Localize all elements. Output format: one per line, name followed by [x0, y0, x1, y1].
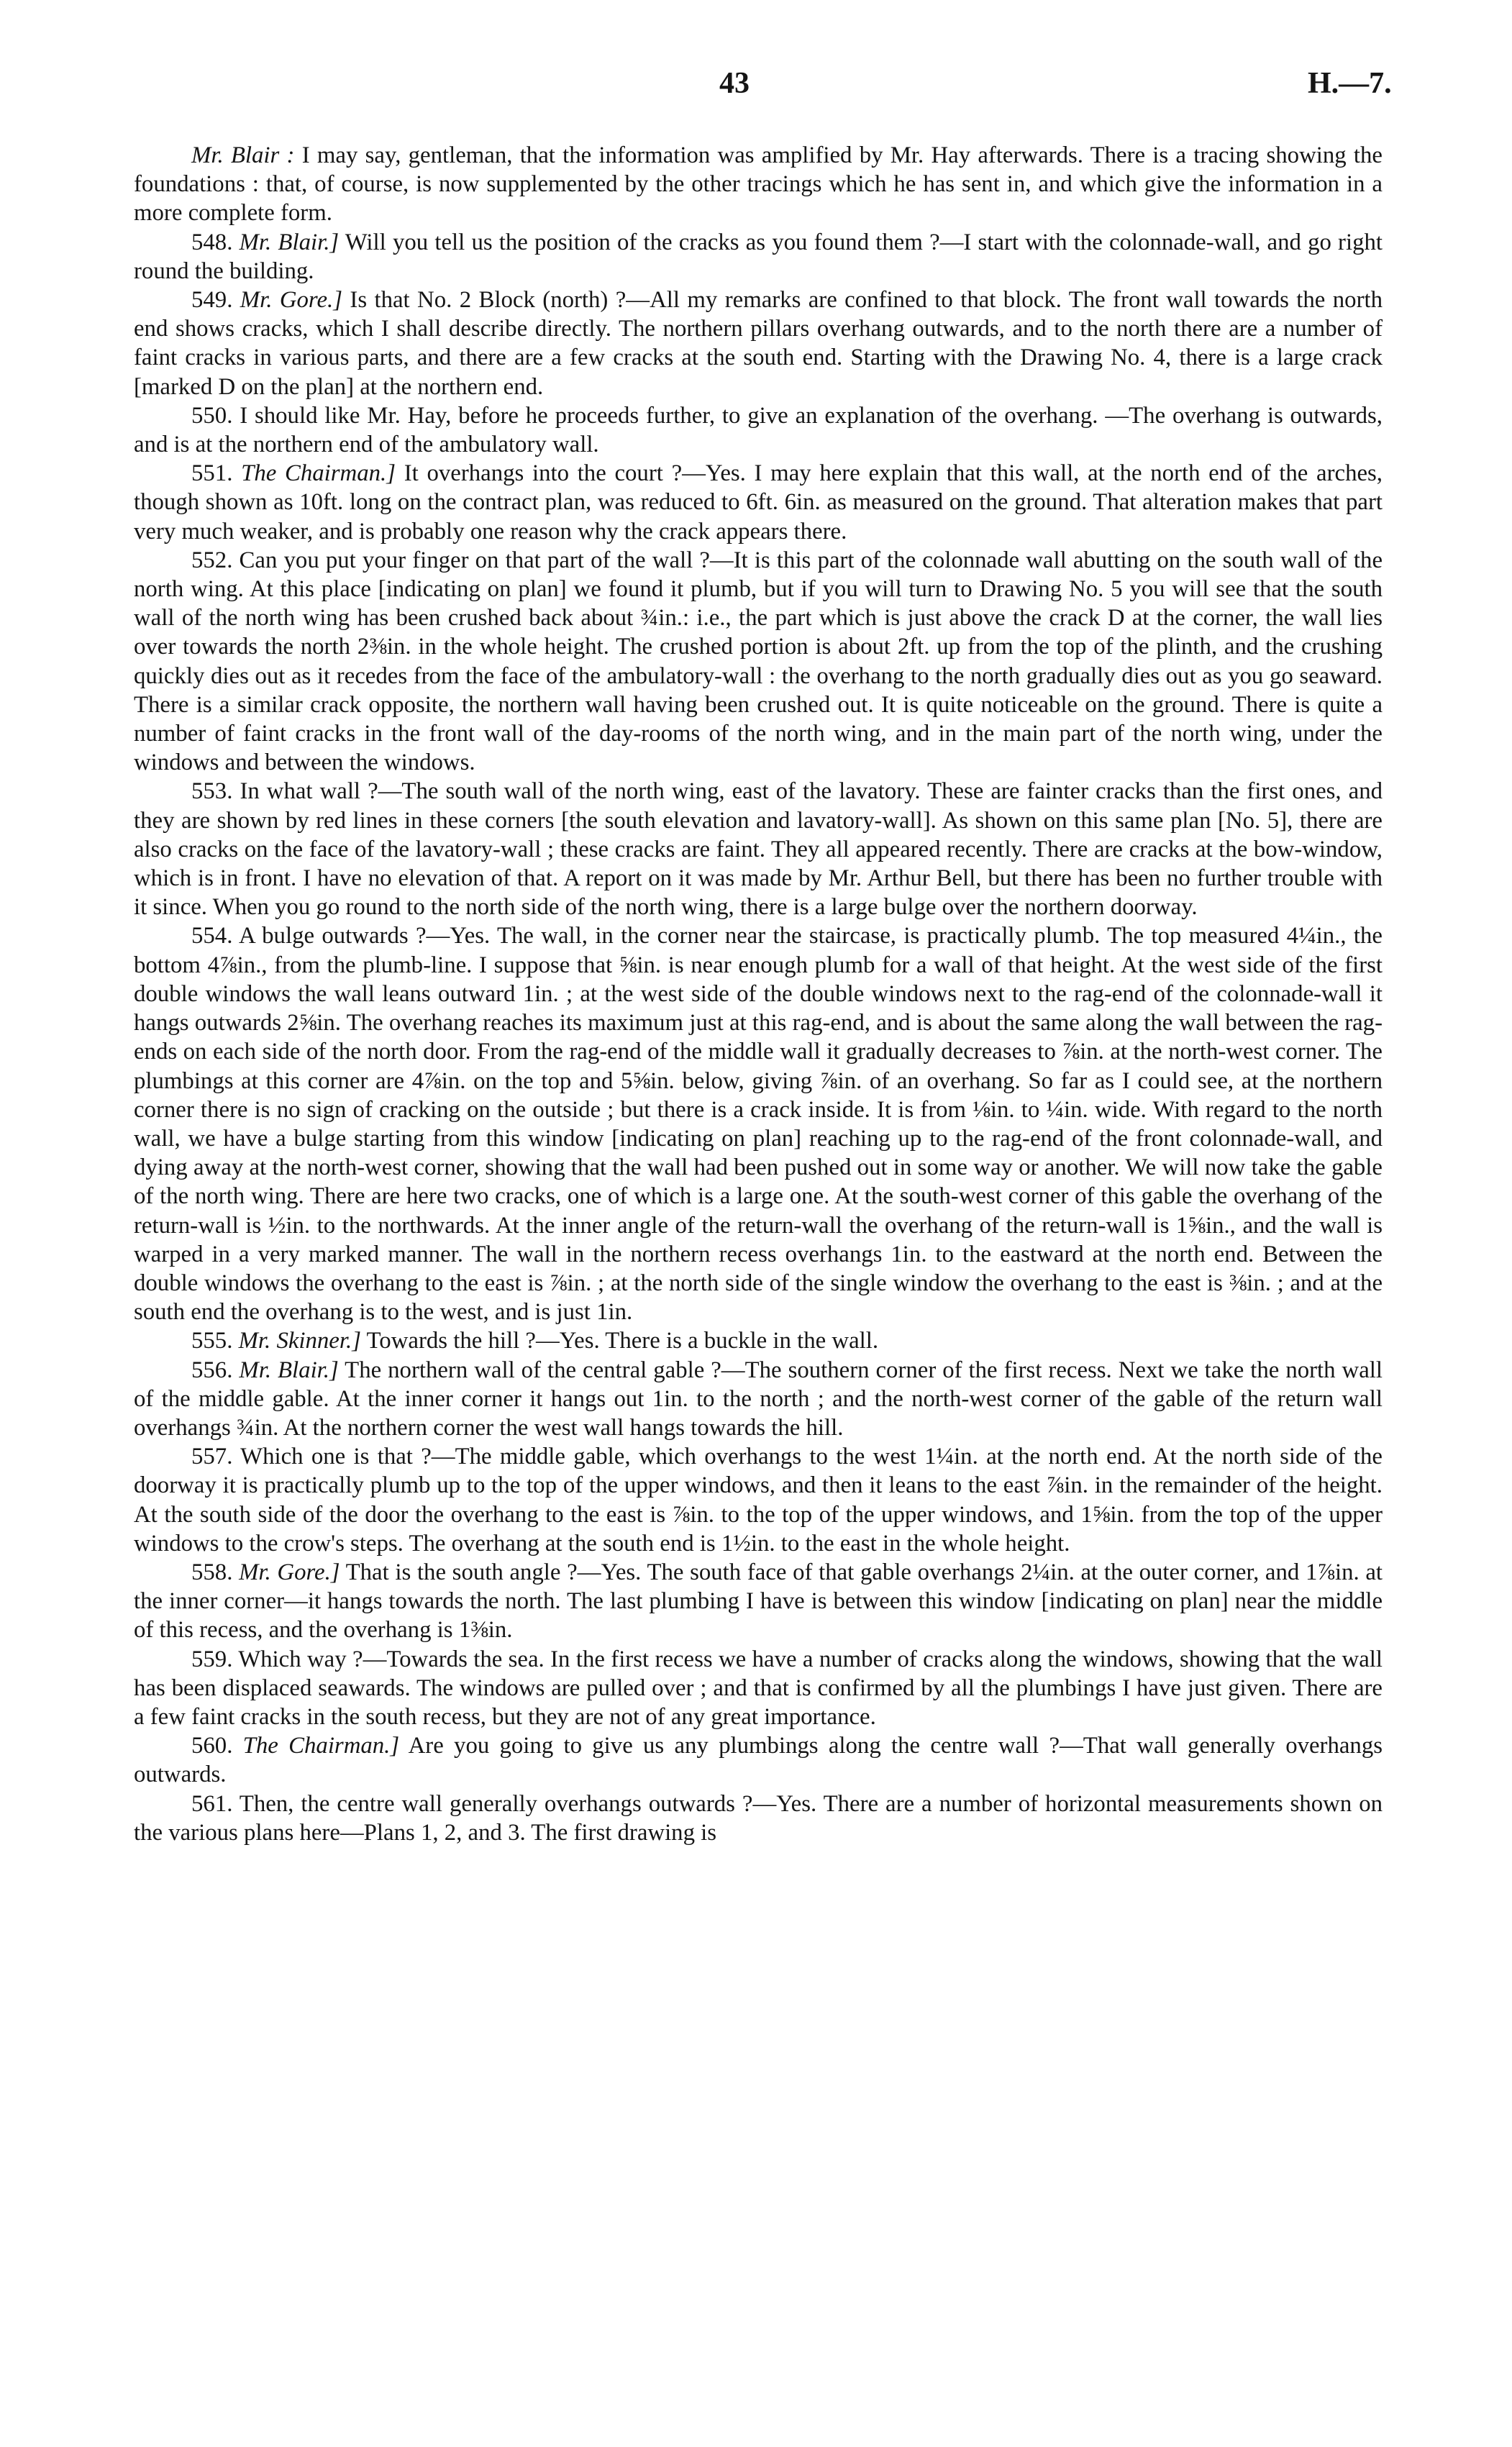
paragraph [134, 921, 1383, 1326]
question-number: 558. [191, 1559, 240, 1585]
paragraph [134, 1558, 1383, 1645]
paragraph [134, 1731, 1383, 1789]
paragraph-text: The northern wall of the central gable ?—The southern corner of the first recess. Next we take the north wall of the middle gable. At the inner corner it hangs out 1in. to the north ; and the north-west corner of the gable of the return wall overhangs ¾in. At the northern corner the west wall hangs towards the hill. [134, 1357, 1383, 1441]
page-number: 43 [719, 67, 750, 100]
speaker-name: Mr. Blair : [191, 142, 295, 168]
paragraph-text: It overhangs into the court ?—Yes. I may here explain that this wall, at the north end of the arches, though shown as 10ft. long on the contract plan, was reduced to 6ft. 6in. as measured on the ground. That alteration makes that part very much weaker, and is probably one reason why the crack appears there. [134, 460, 1383, 544]
question-number: 555. [191, 1328, 239, 1354]
paragraph-text: Then, the centre wall generally overhangs outwards ?—Yes. There are a number of horizontal measurements shown on the various plans here—Plans 1, 2, and 3. The first drawing is [134, 1790, 1383, 1846]
question-number: 550. [191, 402, 240, 429]
question-number: 553. [191, 778, 240, 805]
speaker-name: Mr. Skinner.] [238, 1328, 361, 1354]
paragraph [134, 286, 1383, 401]
paragraph-text: Are you going to give us any plumbings along the centre wall ?—That wall generally overhangs outwards. [134, 1733, 1383, 1788]
question-number: 560. [191, 1733, 243, 1759]
paragraph [134, 1442, 1383, 1558]
question-number: 556. [191, 1357, 240, 1383]
question-number: 554. [191, 923, 239, 949]
paragraph-text: I may say, gentleman, that the information was amplified by Mr. Hay afterwards. There is a tracing showing the foundations : that, of course, is now supplemented by the other tracings which he has sent in, and which give the information in a more complete form. [134, 142, 1383, 227]
paragraph-text: Will you tell us the position of the cracks as you found them ?—I start with the colonnade-wall, and go right round the building. [134, 229, 1383, 284]
question-number: 552. [191, 547, 240, 573]
body-text [134, 141, 1383, 1847]
speaker-name: Mr. Blair.] [239, 229, 340, 255]
speaker-name: Mr. Gore.] [240, 287, 342, 314]
paragraph-text: That is the south angle ?—Yes. The south face of that gable overhangs 2¼in. at the outer corner, and 1⅞in. at the inner corner—it hangs towards the north. The last plumbing I have is between this window [indicating on plan] near the middle of this recess, and the overhang is 1⅜in. [134, 1559, 1383, 1644]
question-number: 559. [191, 1646, 239, 1672]
page-header [0, 66, 1512, 109]
question-number: 557. [191, 1444, 241, 1470]
question-number: 548. [191, 229, 240, 255]
paragraph [134, 546, 1383, 778]
paragraph-text: In what wall ?—The south wall of the north wing, east of the lavatory. These are fainter cracks than the first ones, and they are shown by red lines in these corners [the south elevation and lavatory-wall]. As shown on this same plan [No. 5], there are also cracks on the face of the lavatory-wall ; these cracks are faint. They all appeared recently. There are cracks at the bow-window, which is in front. I have no elevation of that. A report on it was made by Mr. Arthur Bell, but there has been no further trouble with it since. When you go round to the north side of the north wing, there is a large bulge over the northern doorway. [134, 778, 1383, 921]
paragraph [134, 401, 1383, 459]
paragraph [134, 1326, 1383, 1355]
speaker-name: The Chairman.] [241, 460, 396, 487]
paragraph-text: Which way ?—Towards the sea. In the first recess we have a number of cracks along the windows, showing that the wall has been displaced seawards. The windows are pulled over ; and that is confirmed by all the plumbings I have just given. There are a few faint cracks in the south recess, but they are not of any great importance. [134, 1646, 1383, 1730]
speaker-name: Mr. Blair.] [239, 1357, 339, 1383]
paragraph-text: Can you put your finger on that part of the wall ?—It is this part of the colonnade wall abutting on the south wall of the north wing. At this place [indicating on plan] we found it plumb, but if you will turn to Drawing No. 5 you will see that the south wall of the north wing has been crushed back about ¾in.: i.e., the part which is just above the crack D at the corner, the wall lies over towards the north 2⅜in. in the whole height. The crushed portion is about 2ft. up from the top of the plinth, and the crushing quickly dies out as it recedes from the face of the ambulatory-wall : the overhang to the north gradually dies out as you go seaward. There is a similar crack opposite, the northern wall having been crushed out. It is quite noticeable on the ground. There is quite a number of faint cracks in the front wall of the day-rooms of the north wing, and in the main part of the north wing, under the windows and between the windows. [134, 547, 1383, 776]
paragraph [134, 459, 1383, 546]
question-number: 549. [191, 287, 240, 314]
paragraph-text: Which one is that ?—The middle gable, which overhangs to the west 1¼in. at the north end. At the north side of the doorway it is practically plumb up to the top of the upper windows, and then it leans to the east ⅞in. in the remainder of the height. At the south side of the door the overhang to the east is ⅞in. to the top of the upper windows, and 1⅝in. from the top of the upper windows to the crow's steps. The overhang at the south end is 1½in. to the east in the whole height. [134, 1444, 1383, 1557]
sheet-id: H.—7. [1308, 67, 1392, 100]
speaker-name: Mr. Gore.] [239, 1559, 340, 1585]
paragraph-text: I should like Mr. Hay, before he proceeds further, to give an explanation of the overhang. —The overhang is outwards, and is at the northern end of the ambulatory wall. [134, 402, 1383, 458]
paragraph [134, 1790, 1383, 1847]
paragraph-text: Towards the hill ?—Yes. There is a buckle in the wall. [360, 1328, 879, 1354]
paragraph-text: A bulge outwards ?—Yes. The wall, in the corner near the staircase, is practically plumb. The top measured 4¼in., the bottom 4⅞in., from the plumb-line. I suppose that ⅝in. is near enough plumb for a wall of that height. At the west side of the first double windows the wall leans outward 1in. ; at the west side of the double windows next to the rag-end of the colonnade-wall it hangs outwards 2⅝in. The overhang reaches its maximum just at this rag-end, and is about the same along the wall between the rag-ends on each side of the north door. From the rag-end of the middle wall it gradually decreases to ⅞in. at the north-west corner. The plumbings at this corner are 4⅞in. on the top and 5⅝in. below, giving ⅞in. of an overhang. So far as I could see, at the northern corner there is no sign of cracking on the outside ; but there is a crack inside. It is from ⅛in. to ¼in. wide. With regard to the north wall, we have a bulge starting from this window [indicating on plan] reaching up to the rag-end of the front colonnade-wall, and dying away at the north-west corner, showing that the wall had been pushed out in some way or another. We will now take the gable of the north wing. There are here two cracks, one of which is a large one. At the south-west corner of this gable the overhang of the return-wall is ½in. to the northwards. At the inner angle of the return-wall the overhang of the return-wall is 1⅝in., and the wall is warped in a very marked manner. The wall in the northern recess overhangs 1in. to the eastward at the north end. Between the double windows the overhang to the east is ⅞in. ; at the north side of the single window the overhang to the east is ⅜in. ; and at the south end the overhang is to the west, and is just 1in. [134, 923, 1383, 1326]
question-number: 561. [191, 1790, 240, 1817]
paragraph [134, 228, 1383, 286]
paragraph-text: Is that No. 2 Block (north) ?—All my remarks are confined to that block. The front wall towards the north end shows cracks, which I shall describe directly. The northern pillars overhang outwards, and to the north there are a number of faint cracks in various parts, and there are a few cracks at the south end. Starting with the Drawing No. 4, there is a large crack [marked D on the plan] at the northern end. [134, 287, 1383, 400]
paragraph [134, 1356, 1383, 1443]
paragraph [134, 1645, 1383, 1732]
paragraph [134, 141, 1383, 228]
paragraph [134, 777, 1383, 921]
question-number: 551. [191, 460, 242, 487]
speaker-name: The Chairman.] [242, 1733, 400, 1759]
